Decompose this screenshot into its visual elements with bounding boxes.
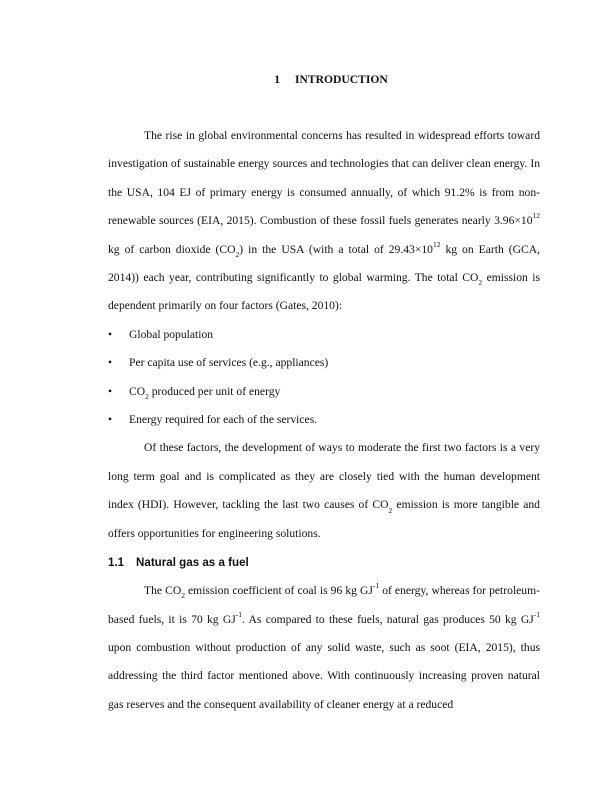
list-item-text: Global population [129,327,214,341]
text-run: kg of carbon dioxide (CO [108,242,236,256]
list-item-text: CO [129,384,146,398]
paragraph-2 [108,434,540,548]
paragraph-3 [108,577,540,719]
bullet-glyph: • [108,327,113,341]
subscript: 2 [181,591,185,601]
chapter-title: INTRODUCTION [295,73,388,86]
bullet-glyph: • [108,413,113,427]
factor-list [108,321,540,435]
text-run: kg on Earth (GCA, 2014)) each year, contributing significantly to global warming. The total CO [108,242,540,285]
superscript: 12 [532,211,540,221]
superscript: -1 [235,609,242,619]
bullet-glyph: • [108,356,113,370]
text-run: . As compared to these fuels, natural gas produces 50 kg GJ [242,612,534,626]
text-run: ) in the USA (with a total of 29.43×10 [239,242,433,256]
superscript: -1 [372,581,380,591]
text-run: emission is dependent primarily on four factors (Gates, 2010): [108,271,540,313]
list-item-text: Energy required for each of the services. [129,413,318,427]
text-run: Of these factors, the development of ways to moderate the first two factors is a very long term goal and is complicated as they are closely tied with the human development index (HDI). However, tackling the last two causes of CO [108,441,540,512]
list-item-text: produced per unit of energy [148,384,281,398]
text-run: emission coefficient of coal is 96 kg GJ [184,584,373,598]
subscript: 2 [145,391,149,401]
list-item [108,321,540,349]
bullet-glyph: • [108,384,113,398]
chapter-number: 1 [274,73,281,86]
text-run: The CO [144,584,182,598]
text-run: upon combustion without production of any solid waste, such as soot (EIA, 2015), thus addressing the third factor mentioned above. With continuously increasing proven natural gas reserves and the consequent availability of cleaner energy at a reduced [108,640,540,711]
section-number: 1.1 [108,556,125,570]
text-run: The rise in global environmental concerns has resulted in widespread efforts toward investigation of sustainable energy sources and technologies that can deliver clean energy. In the USA, 104 EJ of primary energy is consumed annually, of which 91.2% is from non-renewable sources (EIA, 2015). Combustion of these fossil fuels generates nearly 3.96×10 [108,129,540,228]
paragraph-1 [108,122,540,321]
section-heading [108,549,540,577]
subscript: 2 [478,278,483,288]
subscript: 2 [235,249,240,259]
subscript: 2 [388,505,393,515]
list-item-text: Per capita use of services (e.g., appliances) [129,356,329,370]
list-item [108,349,540,377]
chapter-heading [0,73,612,86]
superscript: 12 [432,239,441,249]
list-item [108,378,540,406]
superscript: -1 [533,609,540,619]
list-item [108,406,540,434]
section-title: Natural gas as a fuel [136,556,249,570]
text-run: of energy, whereas for petroleum-based fuels, it is 70 kg GJ [108,584,540,626]
body-text [108,122,540,719]
text-run: emission is more tangible and offers opportunities for engineering solutions. [108,498,540,540]
